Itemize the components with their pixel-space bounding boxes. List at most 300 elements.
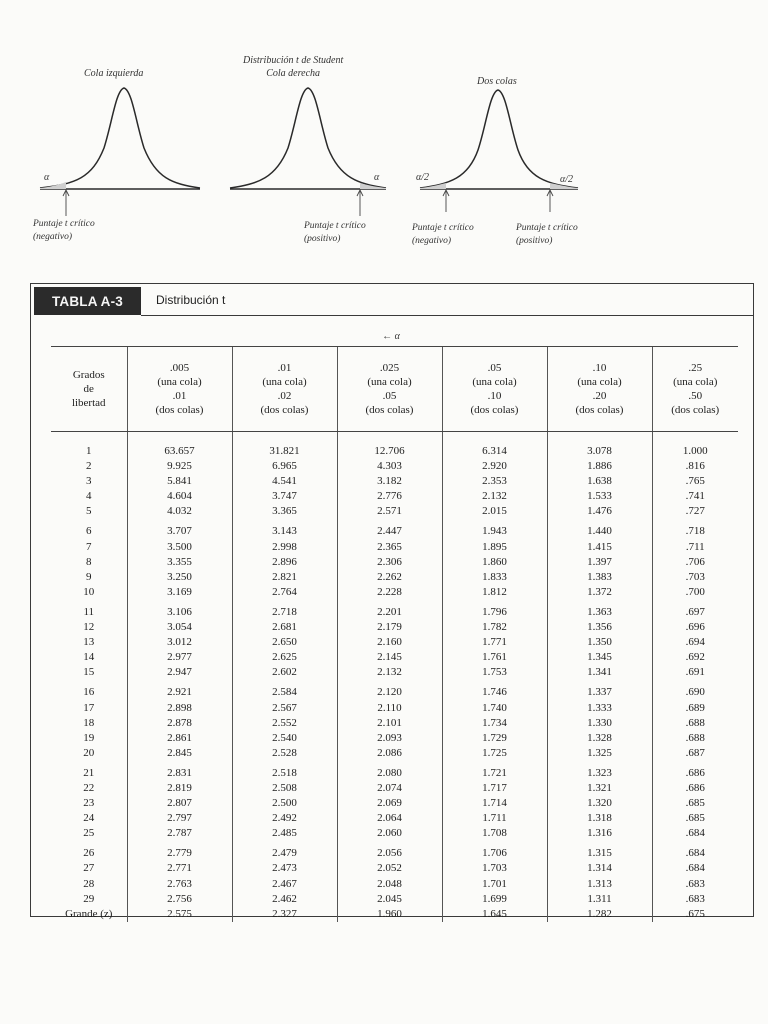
critical-value-cell: 2.540: [232, 731, 337, 746]
critical-value-cell: 12.706: [337, 432, 442, 460]
table-title: Distribución t: [156, 293, 226, 307]
df-cell: 1: [86, 445, 92, 457]
table-row: [51, 746, 738, 761]
critical-value-cell: 2.584: [232, 680, 337, 700]
critical-value-cell: 1.383: [547, 570, 652, 585]
critical-value-cell: 2.160: [337, 635, 442, 650]
right-tail-title: [243, 54, 343, 80]
table-row: [51, 432, 738, 460]
critical-value-cell: 1.311: [547, 892, 652, 907]
critical-value-cell: 1.943: [442, 519, 547, 539]
critical-value-cell: 1.771: [442, 635, 547, 650]
one-tail-alpha: .01: [277, 362, 292, 374]
right-tail-title-line2: Cola derecha: [266, 68, 321, 79]
critical-value-cell: 1.318: [547, 811, 652, 826]
df-cell: 9: [86, 570, 92, 583]
df-cell: 5: [86, 505, 92, 518]
critical-value-cell: 2.353: [442, 474, 547, 489]
critical-value-cell: .696: [652, 620, 738, 635]
one-tail-alpha: .05: [487, 362, 502, 374]
critical-value-cell: .741: [652, 489, 738, 504]
critical-value-cell: .718: [652, 519, 738, 539]
two-tail-alpha: .02: [277, 390, 292, 402]
critical-value-cell: .688: [652, 731, 738, 746]
df-cell: 22: [83, 781, 95, 794]
critical-value-cell: 9.925: [127, 459, 232, 474]
critical-value-cell: .684: [652, 841, 738, 861]
critical-value-cell: 4.032: [127, 504, 232, 519]
critical-value-cell: 2.821: [232, 570, 337, 585]
critical-value-cell: 1.703: [442, 861, 547, 876]
table-row: [51, 811, 738, 826]
critical-value-cell: 2.262: [337, 570, 442, 585]
one-tail-alpha: .25: [688, 362, 703, 374]
critical-value-cell: 3.169: [127, 585, 232, 600]
critical-value-cell: 3.707: [127, 519, 232, 539]
alpha-column-header: [547, 347, 652, 432]
critical-value-cell: 1.282: [547, 907, 652, 922]
critical-value-cell: 1.320: [547, 796, 652, 811]
left-tail-curve: [36, 78, 206, 198]
critical-value-cell: 2.528: [232, 746, 337, 761]
critical-value-cell: 1.350: [547, 635, 652, 650]
table-row: [51, 716, 738, 731]
critical-value-cell: 1.706: [442, 841, 547, 861]
right-tail-caption-line1: Puntaje t crítico: [304, 221, 366, 231]
table-row: [51, 731, 738, 746]
two-tail-alpha: .50: [688, 390, 703, 402]
critical-value-cell: 2.060: [337, 826, 442, 841]
critical-value-cell: 2.977: [127, 650, 232, 665]
critical-value-cell: 2.819: [127, 781, 232, 796]
critical-value-cell: 1.325: [547, 746, 652, 761]
critical-value-cell: 2.718: [232, 600, 337, 620]
critical-value-cell: 2.831: [127, 761, 232, 781]
two-tails-left-caption-line1: Puntaje t crítico: [412, 223, 474, 233]
critical-value-cell: .816: [652, 459, 738, 474]
two-tail-label: (dos colas): [155, 404, 204, 416]
one-tail-label: (una cola): [367, 376, 412, 388]
two-tails-right-caption-line2: (positivo): [516, 236, 553, 246]
critical-value-cell: 1.333: [547, 701, 652, 716]
two-tails-title: Dos colas: [477, 76, 517, 87]
critical-value-cell: 2.485: [232, 826, 337, 841]
critical-value-cell: 1.860: [442, 555, 547, 570]
left-tail-diagram: [36, 78, 206, 198]
df-cell: 8: [86, 555, 92, 568]
left-tail-caption-line2: (negativo): [33, 232, 73, 242]
two-tail-alpha: .01: [172, 390, 187, 402]
critical-value-cell: 2.571: [337, 504, 442, 519]
critical-value-cell: 1.782: [442, 620, 547, 635]
critical-value-cell: 1.397: [547, 555, 652, 570]
critical-value-cell: .765: [652, 474, 738, 489]
table-row: [51, 519, 738, 539]
critical-value-cell: 2.110: [337, 701, 442, 716]
df-cell: 4: [86, 490, 92, 503]
table-row: [51, 540, 738, 555]
df-cell: 17: [83, 701, 95, 714]
critical-value-cell: .688: [652, 716, 738, 731]
df-cell: 11: [83, 605, 95, 618]
critical-value-cell: 1.960: [337, 907, 442, 922]
critical-value-cell: 2.179: [337, 620, 442, 635]
critical-value-cell: .683: [652, 892, 738, 907]
df-cell: 15: [83, 666, 95, 679]
right-tail-title-line1: Distribución t de Student: [243, 55, 344, 66]
two-tails-right-label: α/2: [560, 174, 574, 185]
critical-value-cell: 63.657: [127, 432, 232, 460]
critical-value-cell: 1.321: [547, 781, 652, 796]
critical-value-cell: 2.479: [232, 841, 337, 861]
critical-value-cell: 2.518: [232, 761, 337, 781]
critical-value-cell: 1.714: [442, 796, 547, 811]
critical-value-cell: 1.711: [442, 811, 547, 826]
critical-value-cell: 1.895: [442, 540, 547, 555]
critical-value-cell: 3.143: [232, 519, 337, 539]
critical-value-cell: 2.052: [337, 861, 442, 876]
alpha-column-header: [232, 347, 337, 432]
critical-value-cell: .703: [652, 570, 738, 585]
critical-value-cell: 1.313: [547, 877, 652, 892]
left-tail-title: Cola izquierda: [84, 68, 144, 79]
critical-value-cell: .694: [652, 635, 738, 650]
critical-value-cell: 2.132: [337, 665, 442, 680]
critical-value-cell: .675: [652, 907, 738, 922]
two-tail-alpha: .20: [592, 390, 607, 402]
critical-value-cell: 2.920: [442, 459, 547, 474]
critical-value-cell: 2.056: [337, 841, 442, 861]
critical-value-cell: 1.725: [442, 746, 547, 761]
left-tail-caption: [33, 218, 95, 244]
critical-value-cell: 1.476: [547, 504, 652, 519]
two-tails-curve: [416, 84, 586, 204]
left-tail-alpha-label: α: [44, 172, 50, 183]
title-rule: [141, 315, 753, 316]
critical-value-cell: 2.787: [127, 826, 232, 841]
df-cell: 27: [83, 862, 95, 875]
critical-value-cell: 2.575: [127, 907, 232, 922]
df-cell: 25: [83, 827, 95, 840]
table-row: [51, 665, 738, 680]
critical-value-cell: .686: [652, 781, 738, 796]
two-tail-label: (dos colas): [260, 404, 309, 416]
critical-value-cell: 1.314: [547, 861, 652, 876]
critical-value-cell: 1.753: [442, 665, 547, 680]
critical-value-cell: 1.316: [547, 826, 652, 841]
two-tail-alpha: .10: [487, 390, 502, 402]
one-tail-alpha: .025: [379, 362, 400, 374]
two-tails-left-caption-line2: (negativo): [412, 236, 452, 246]
critical-value-cell: 1.315: [547, 841, 652, 861]
table-row: [51, 474, 738, 489]
table-row: [51, 877, 738, 892]
one-tail-alpha: .10: [592, 362, 607, 374]
critical-value-cell: .692: [652, 650, 738, 665]
table-row: [51, 459, 738, 474]
df-cell: 18: [83, 716, 95, 729]
critical-value-cell: 2.764: [232, 585, 337, 600]
table-body: [51, 432, 738, 922]
table-row: [51, 600, 738, 620]
critical-value-cell: 2.998: [232, 540, 337, 555]
critical-value-cell: 2.921: [127, 680, 232, 700]
critical-value-cell: 2.120: [337, 680, 442, 700]
critical-value-cell: .706: [652, 555, 738, 570]
critical-value-cell: 1.833: [442, 570, 547, 585]
table-row: [51, 635, 738, 650]
df-header-line: de: [83, 383, 94, 395]
critical-value-cell: 1.645: [442, 907, 547, 922]
critical-value-cell: 2.074: [337, 781, 442, 796]
df-cell: Grande (z): [65, 907, 113, 920]
critical-value-cell: 2.462: [232, 892, 337, 907]
one-tail-alpha: .005: [169, 362, 190, 374]
table-row: [51, 701, 738, 716]
critical-value-cell: 2.045: [337, 892, 442, 907]
critical-value-cell: 1.533: [547, 489, 652, 504]
critical-value-cell: 1.708: [442, 826, 547, 841]
critical-value-cell: 2.567: [232, 701, 337, 716]
critical-value-cell: 1.372: [547, 585, 652, 600]
critical-value-cell: 1.701: [442, 877, 547, 892]
critical-value-cell: 2.756: [127, 892, 232, 907]
df-cell: 23: [83, 797, 95, 810]
df-cell: 21: [83, 766, 95, 779]
critical-value-cell: 2.500: [232, 796, 337, 811]
critical-value-cell: 1.699: [442, 892, 547, 907]
critical-value-cell: 3.355: [127, 555, 232, 570]
table-row: [51, 555, 738, 570]
critical-value-cell: 1.345: [547, 650, 652, 665]
df-column-header: [51, 347, 127, 432]
table-row: [51, 761, 738, 781]
critical-value-cell: 2.779: [127, 841, 232, 861]
critical-value-cell: 1.330: [547, 716, 652, 731]
critical-value-cell: 2.625: [232, 650, 337, 665]
critical-value-cell: .685: [652, 811, 738, 826]
critical-value-cell: 2.602: [232, 665, 337, 680]
table-row: [51, 861, 738, 876]
right-tail-alpha-label: α: [374, 172, 380, 183]
critical-value-cell: 1.000: [652, 432, 738, 460]
table-row: [51, 841, 738, 861]
table-tab-label: TABLA A-3: [34, 287, 141, 315]
df-cell: 13: [83, 636, 95, 649]
critical-value-cell: 3.182: [337, 474, 442, 489]
critical-value-cell: .700: [652, 585, 738, 600]
table-row: [51, 680, 738, 700]
t-distribution-table-frame: [30, 283, 754, 920]
df-cell: 7: [86, 540, 92, 553]
df-cell: 2: [86, 460, 92, 473]
critical-value-cell: 2.807: [127, 796, 232, 811]
critical-value-cell: 2.797: [127, 811, 232, 826]
critical-value-cell: 3.054: [127, 620, 232, 635]
critical-value-cell: 1.729: [442, 731, 547, 746]
table-header-row: [51, 347, 738, 432]
critical-value-cell: 2.771: [127, 861, 232, 876]
df-cell: 20: [83, 746, 95, 759]
critical-value-cell: 1.812: [442, 585, 547, 600]
critical-value-cell: 1.363: [547, 600, 652, 620]
critical-value-cell: 1.746: [442, 680, 547, 700]
critical-value-cell: 2.145: [337, 650, 442, 665]
critical-value-cell: 1.328: [547, 731, 652, 746]
df-cell: 28: [83, 877, 95, 890]
critical-value-cell: 2.015: [442, 504, 547, 519]
critical-value-cell: 3.106: [127, 600, 232, 620]
critical-value-cell: 3.078: [547, 432, 652, 460]
critical-value-cell: 2.101: [337, 716, 442, 731]
critical-value-cell: 2.306: [337, 555, 442, 570]
critical-value-cell: 2.776: [337, 489, 442, 504]
df-cell: 24: [83, 812, 95, 825]
critical-value-cell: 4.541: [232, 474, 337, 489]
critical-value-cell: 2.473: [232, 861, 337, 876]
table-row: [51, 796, 738, 811]
critical-value-cell: 2.467: [232, 877, 337, 892]
df-cell: 6: [86, 525, 92, 538]
critical-value-cell: 2.365: [337, 540, 442, 555]
critical-value-cell: 2.878: [127, 716, 232, 731]
df-cell: 10: [83, 585, 95, 598]
critical-value-cell: 1.356: [547, 620, 652, 635]
critical-value-cell: 2.650: [232, 635, 337, 650]
critical-value-cell: 1.886: [547, 459, 652, 474]
alpha-header: ← α: [382, 331, 400, 342]
table-row: [51, 504, 738, 519]
critical-value-cell: .727: [652, 504, 738, 519]
df-cell: 26: [83, 847, 95, 860]
critical-value-cell: 31.821: [232, 432, 337, 460]
critical-value-cell: 1.761: [442, 650, 547, 665]
critical-value-cell: 6.965: [232, 459, 337, 474]
table-row: [51, 892, 738, 907]
df-cell: 19: [83, 731, 95, 744]
critical-value-cell: 2.080: [337, 761, 442, 781]
two-tail-label: (dos colas): [671, 404, 720, 416]
critical-value-cell: .684: [652, 826, 738, 841]
critical-value-cell: 1.721: [442, 761, 547, 781]
table-row: [51, 907, 738, 922]
critical-value-cell: 2.508: [232, 781, 337, 796]
critical-value-cell: 3.500: [127, 540, 232, 555]
critical-value-cell: 2.201: [337, 600, 442, 620]
critical-value-cell: .684: [652, 861, 738, 876]
right-tail-caption: [304, 220, 366, 246]
df-cell: 12: [83, 621, 95, 634]
critical-value-cell: 5.841: [127, 474, 232, 489]
critical-value-cell: 2.228: [337, 585, 442, 600]
alpha-column-header: [442, 347, 547, 432]
critical-value-cell: 2.069: [337, 796, 442, 811]
critical-value-cell: 1.341: [547, 665, 652, 680]
critical-value-cell: 2.327: [232, 907, 337, 922]
critical-value-cell: 2.086: [337, 746, 442, 761]
critical-value-cell: 2.947: [127, 665, 232, 680]
critical-value-cell: 2.093: [337, 731, 442, 746]
critical-value-cell: .691: [652, 665, 738, 680]
right-tail-caption-line2: (positivo): [304, 234, 341, 244]
alpha-column-header: [337, 347, 442, 432]
critical-value-cell: 2.447: [337, 519, 442, 539]
table-row: [51, 620, 738, 635]
two-tail-alpha: .05: [382, 390, 397, 402]
two-tail-label: (dos colas): [365, 404, 414, 416]
critical-value-cell: 1.323: [547, 761, 652, 781]
critical-value-cell: 4.303: [337, 459, 442, 474]
table-row: [51, 570, 738, 585]
one-tail-label: (una cola): [577, 376, 622, 388]
df-header-line: Grados: [72, 369, 105, 381]
two-tails-left-caption: [412, 222, 474, 248]
table-row: [51, 826, 738, 841]
critical-value-cell: .687: [652, 746, 738, 761]
critical-value-cell: 1.440: [547, 519, 652, 539]
critical-value-cell: .686: [652, 761, 738, 781]
critical-value-cell: 2.064: [337, 811, 442, 826]
two-tail-label: (dos colas): [470, 404, 519, 416]
critical-value-cell: 3.250: [127, 570, 232, 585]
critical-value-cell: 2.048: [337, 877, 442, 892]
one-tail-label: (una cola): [157, 376, 202, 388]
critical-value-cell: 6.314: [442, 432, 547, 460]
critical-value-cell: 2.552: [232, 716, 337, 731]
two-tails-diagram: [416, 84, 586, 204]
critical-value-cell: 2.898: [127, 701, 232, 716]
critical-value-cell: .683: [652, 877, 738, 892]
alpha-column-header: [127, 347, 232, 432]
critical-value-cell: 1.717: [442, 781, 547, 796]
critical-value-cell: 1.638: [547, 474, 652, 489]
critical-value-cell: .689: [652, 701, 738, 716]
df-cell: 16: [83, 686, 95, 699]
critical-value-cell: 1.415: [547, 540, 652, 555]
df-cell: 14: [83, 651, 95, 664]
two-tails-right-caption: [516, 222, 578, 248]
left-tail-caption-line1: Puntaje t crítico: [33, 219, 95, 229]
critical-value-cell: 2.681: [232, 620, 337, 635]
one-tail-label: (una cola): [262, 376, 307, 388]
critical-value-cell: 1.740: [442, 701, 547, 716]
two-tails-left-label: α/2: [416, 172, 430, 183]
critical-value-cell: 4.604: [127, 489, 232, 504]
one-tail-label: (una cola): [472, 376, 517, 388]
critical-value-cell: 2.132: [442, 489, 547, 504]
df-cell: 3: [86, 475, 92, 488]
two-tail-label: (dos colas): [575, 404, 624, 416]
critical-value-cell: .690: [652, 680, 738, 700]
critical-value-cell: 1.337: [547, 680, 652, 700]
critical-value-cell: .685: [652, 796, 738, 811]
critical-value-cell: .697: [652, 600, 738, 620]
critical-value-cell: 3.747: [232, 489, 337, 504]
df-cell: 29: [83, 892, 95, 905]
table-row: [51, 650, 738, 665]
two-tails-right-caption-line1: Puntaje t crítico: [516, 223, 578, 233]
critical-value-cell: 2.763: [127, 877, 232, 892]
critical-value-cell: 3.365: [232, 504, 337, 519]
critical-value-cell: 1.734: [442, 716, 547, 731]
table-row: [51, 585, 738, 600]
t-distribution-table: [51, 346, 738, 922]
critical-value-cell: 1.796: [442, 600, 547, 620]
right-tail-curve: [226, 80, 396, 200]
critical-value-cell: 2.861: [127, 731, 232, 746]
df-header-line: libertad: [71, 397, 106, 409]
critical-value-cell: .711: [652, 540, 738, 555]
